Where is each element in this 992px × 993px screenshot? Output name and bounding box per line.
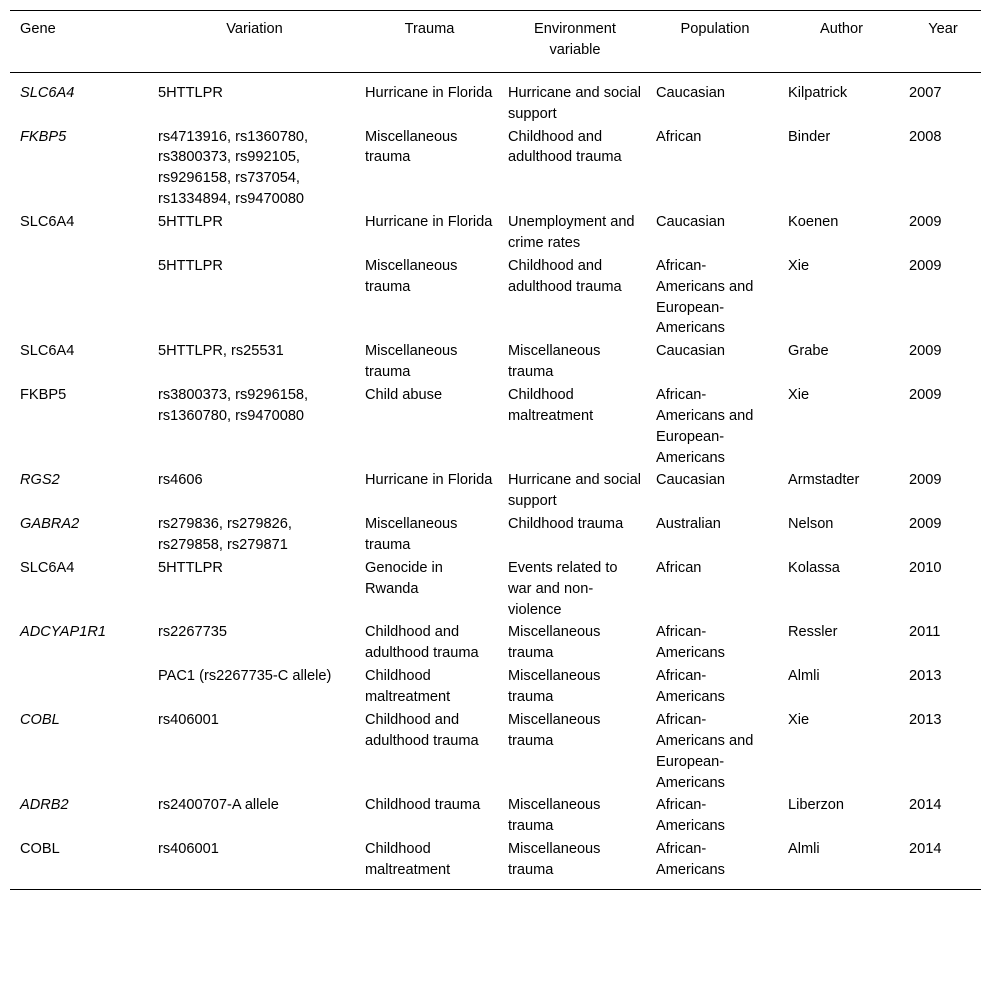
cell-environment-variable: Hurricane and social support	[508, 472, 642, 510]
cell-gene: SLC6A4	[20, 214, 75, 231]
header-row	[10, 11, 981, 73]
table-row	[10, 622, 981, 666]
cell-year: 2009	[909, 516, 942, 533]
cell-gene: ADCYAP1R1	[20, 624, 106, 641]
cell-variation: 5HTTLPR	[158, 559, 223, 576]
cell-variation: PAC1 (rs2267735-C allele)	[158, 668, 332, 685]
cell-gene: COBL	[20, 841, 60, 858]
cell-trauma: Childhood and adulthood trauma	[365, 711, 479, 749]
table-row	[10, 72, 981, 126]
cell-trauma: Miscellaneous trauma	[365, 516, 458, 554]
cell-variation: rs3800373, rs9296158, rs1360780, rs9470080	[158, 386, 309, 424]
table-row	[10, 514, 981, 558]
cell-year: 2013	[909, 711, 942, 728]
gene-trauma-table-container	[10, 10, 981, 890]
cell-trauma: Genocide in Rwanda	[365, 559, 443, 597]
cell-population: Caucasian	[656, 343, 725, 360]
table-row	[10, 795, 981, 839]
cell-year: 2014	[909, 841, 942, 858]
cell-population: African-Americans	[656, 624, 725, 662]
cell-variation: rs2267735	[158, 624, 227, 641]
table-header	[10, 11, 981, 73]
cell-gene: GABRA2	[20, 516, 80, 533]
cell-author: Almli	[788, 668, 820, 685]
table-row	[10, 127, 981, 213]
cell-gene: ADRB2	[20, 797, 69, 814]
cell-author: Almli	[788, 841, 820, 858]
cell-author: Ressler	[788, 624, 838, 641]
cell-author: Armstadter	[788, 472, 860, 489]
cell-author: Xie	[788, 386, 810, 403]
cell-author: Grabe	[788, 343, 829, 360]
cell-gene: COBL	[20, 711, 60, 728]
cell-environment-variable: Childhood and adulthood trauma	[508, 128, 622, 166]
cell-trauma: Miscellaneous trauma	[365, 343, 458, 381]
cell-gene	[10, 256, 148, 342]
cell-environment-variable: Events related to war and non-violence	[508, 559, 618, 618]
cell-year: 2014	[909, 797, 942, 814]
cell-variation: 5HTTLPR	[158, 84, 223, 101]
table-row	[10, 666, 981, 710]
cell-gene: SLC6A4	[20, 84, 75, 101]
cell-gene: FKBP5	[20, 386, 67, 403]
cell-environment-variable: Miscellaneous trauma	[508, 841, 601, 879]
cell-gene: SLC6A4	[20, 343, 75, 360]
table-row	[10, 710, 981, 796]
header-year: Year	[928, 21, 958, 37]
cell-gene: RGS2	[20, 472, 60, 489]
cell-author: Kolassa	[788, 559, 840, 576]
header-population: Population	[680, 21, 750, 37]
cell-author: Xie	[788, 257, 810, 274]
cell-variation: 5HTTLPR	[158, 257, 223, 274]
cell-gene	[10, 666, 148, 710]
cell-environment-variable: Childhood trauma	[508, 516, 624, 533]
cell-author: Binder	[788, 128, 831, 145]
header-trauma: Trauma	[404, 21, 455, 37]
cell-population: African-Americans and European-Americans	[656, 257, 754, 337]
cell-year: 2009	[909, 343, 942, 360]
cell-trauma: Miscellaneous trauma	[365, 257, 458, 295]
cell-author: Liberzon	[788, 797, 844, 814]
cell-population: African-Americans	[656, 797, 725, 835]
cell-population: Caucasian	[656, 214, 725, 231]
table-row	[10, 212, 981, 256]
cell-environment-variable: Miscellaneous trauma	[508, 343, 601, 381]
table-row	[10, 558, 981, 623]
cell-population: African-Americans	[656, 841, 725, 879]
cell-population: Australian	[656, 516, 721, 533]
header-author: Author	[820, 21, 863, 37]
cell-population: African-Americans and European-Americans	[656, 386, 754, 466]
cell-variation: rs406001	[158, 711, 219, 728]
cell-environment-variable: Hurricane and social support	[508, 84, 642, 122]
cell-year: 2010	[909, 559, 942, 576]
cell-variation: rs406001	[158, 841, 219, 858]
cell-year: 2009	[909, 386, 942, 403]
cell-population: African-Americans	[656, 668, 725, 706]
cell-trauma: Hurricane in Florida	[365, 214, 493, 231]
table-body	[10, 72, 981, 889]
cell-population: African	[656, 128, 702, 145]
cell-population: Caucasian	[656, 472, 725, 489]
cell-trauma: Miscellaneous trauma	[365, 128, 458, 166]
cell-year: 2009	[909, 472, 942, 489]
header-environment-variable: Environment variable	[534, 21, 616, 58]
cell-variation: rs4606	[158, 472, 203, 489]
cell-population: Caucasian	[656, 84, 725, 101]
cell-author: Nelson	[788, 516, 834, 533]
table-row	[10, 470, 981, 514]
header-gene: Gene	[20, 21, 56, 37]
cell-year: 2011	[909, 624, 941, 641]
cell-gene: FKBP5	[20, 128, 67, 145]
cell-variation: 5HTTLPR	[158, 214, 223, 231]
cell-trauma: Childhood trauma	[365, 797, 481, 814]
cell-gene: SLC6A4	[20, 559, 75, 576]
cell-trauma: Child abuse	[365, 386, 443, 403]
cell-environment-variable: Miscellaneous trauma	[508, 797, 601, 835]
cell-population: African	[656, 559, 702, 576]
cell-year: 2008	[909, 128, 942, 145]
cell-year: 2009	[909, 257, 942, 274]
table-row	[10, 385, 981, 471]
cell-trauma: Childhood maltreatment	[365, 668, 451, 706]
cell-environment-variable: Unemployment and crime rates	[508, 214, 635, 251]
cell-variation: 5HTTLPR, rs25531	[158, 343, 284, 360]
table-row	[10, 256, 981, 342]
cell-environment-variable: Miscellaneous trauma	[508, 624, 601, 662]
cell-author: Koenen	[788, 214, 839, 231]
cell-environment-variable: Miscellaneous trauma	[508, 668, 601, 706]
cell-trauma: Hurricane in Florida	[365, 472, 493, 489]
cell-environment-variable: Childhood and adulthood trauma	[508, 257, 622, 295]
cell-author: Kilpatrick	[788, 84, 848, 101]
cell-variation: rs4713916, rs1360780, rs3800373, rs992105, rs9296158, rs737054, rs1334894, rs9470080	[158, 128, 309, 208]
gene-trauma-table	[10, 10, 981, 890]
table-row	[10, 341, 981, 385]
cell-year: 2013	[909, 668, 942, 685]
cell-environment-variable: Miscellaneous trauma	[508, 711, 601, 749]
cell-population: African-Americans and European-Americans	[656, 711, 754, 791]
cell-trauma: Childhood maltreatment	[365, 841, 451, 879]
cell-author: Xie	[788, 711, 810, 728]
cell-environment-variable: Childhood maltreatment	[508, 386, 594, 424]
cell-year: 2009	[909, 214, 942, 231]
cell-trauma: Hurricane in Florida	[365, 84, 493, 101]
table-row	[10, 839, 981, 889]
cell-year: 2007	[909, 84, 942, 101]
cell-variation: rs279836, rs279826, rs279858, rs279871	[158, 516, 292, 554]
header-variation: Variation	[226, 21, 283, 37]
cell-variation: rs2400707-A allele	[158, 797, 279, 814]
cell-trauma: Childhood and adulthood trauma	[365, 624, 479, 662]
